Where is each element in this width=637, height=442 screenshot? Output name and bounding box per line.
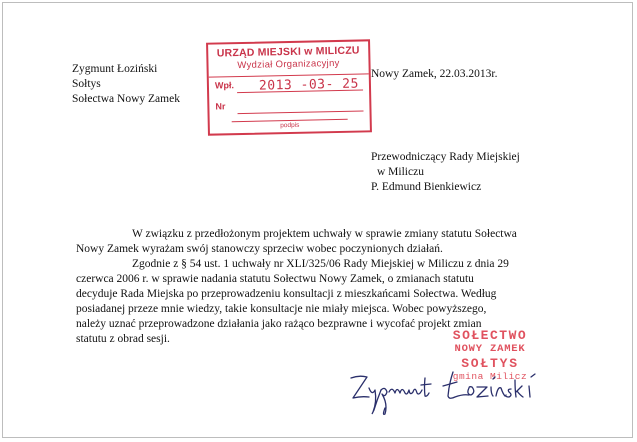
solectwo-stamp-line3: SOŁTYS bbox=[461, 356, 519, 371]
solectwo-stamp-line2: NOWY ZAMEK bbox=[454, 343, 526, 355]
paragraph-2-line-3: decyduje Rada Miejska po przeprowadzeniu konsultacji z mieszkańcami Sołectwa. Według bbox=[76, 288, 497, 300]
paragraph-1-line-2: Nowy Zamek wyrażam swój stanowczy sprzeciw wobec poczynionych działań. bbox=[76, 243, 443, 255]
received-stamp-office: URZĄD MIEJSKI w MILICZU bbox=[216, 44, 360, 60]
solectwo-stamp-line1: SOŁECTWO bbox=[452, 328, 528, 343]
recipient-block bbox=[371, 150, 520, 195]
paragraph-2-line-4: posiadanej przeze mnie wiedzy, takie konsultacje nie miały miejsca. Wobec powyższego, bbox=[76, 303, 487, 315]
paragraph-2-line-2: czerwca 2006 r. w sprawie nadania statutu Sołectwu Nowy Zamek, o zmianach statutu bbox=[76, 273, 474, 285]
sender-role: Sołtys bbox=[72, 78, 101, 90]
received-stamp-wpl-label: Wpł. bbox=[214, 80, 235, 91]
received-stamp bbox=[206, 39, 372, 135]
sender-office: Sołectwa Nowy Zamek bbox=[72, 93, 180, 105]
paragraph-1 bbox=[76, 227, 550, 257]
received-stamp-date: 2013 -03- 25 bbox=[258, 76, 360, 94]
solectwo-stamp-line4: gmina Milicz bbox=[452, 371, 528, 382]
received-stamp-header bbox=[208, 41, 369, 77]
received-stamp-podpis: podpis bbox=[232, 119, 348, 130]
received-stamp-nr-label: Nr bbox=[215, 101, 226, 112]
paragraph-2-line-5: należy uznać przeprowadzone działania jako rażąco bezprawne i wycofać projekt zmian bbox=[76, 318, 482, 330]
recipient-name: P. Edmund Bienkiewicz bbox=[371, 181, 482, 193]
paragraph-1-line-1: W związku z przedłożonym projektem uchwały w sprawie zmiany statutu Sołectwa bbox=[132, 228, 517, 240]
paragraph-2-line-6: statutu z obrad sesji. bbox=[76, 333, 170, 345]
received-stamp-nr-line bbox=[238, 110, 364, 114]
handwritten-signature bbox=[345, 366, 575, 425]
signature-drawing bbox=[345, 366, 575, 420]
paragraph-2-line-1: Zgodnie z § 54 ust. 1 uchwały nr XLI/325/06 Rady Miejskiej w Miliczu z dnia 29 bbox=[132, 258, 509, 270]
received-stamp-department: Wydział Organizacyjny bbox=[237, 57, 340, 72]
recipient-title: Przewodniczący Rady Miejskiej bbox=[371, 151, 520, 163]
sender-block bbox=[72, 62, 180, 107]
recipient-location: w Miliczu bbox=[377, 166, 424, 178]
received-stamp-nr-row bbox=[215, 98, 363, 115]
sender-name: Zygmunt Łoziński bbox=[72, 63, 158, 75]
place-date: Nowy Zamek, 22.03.2013r. bbox=[371, 68, 498, 80]
